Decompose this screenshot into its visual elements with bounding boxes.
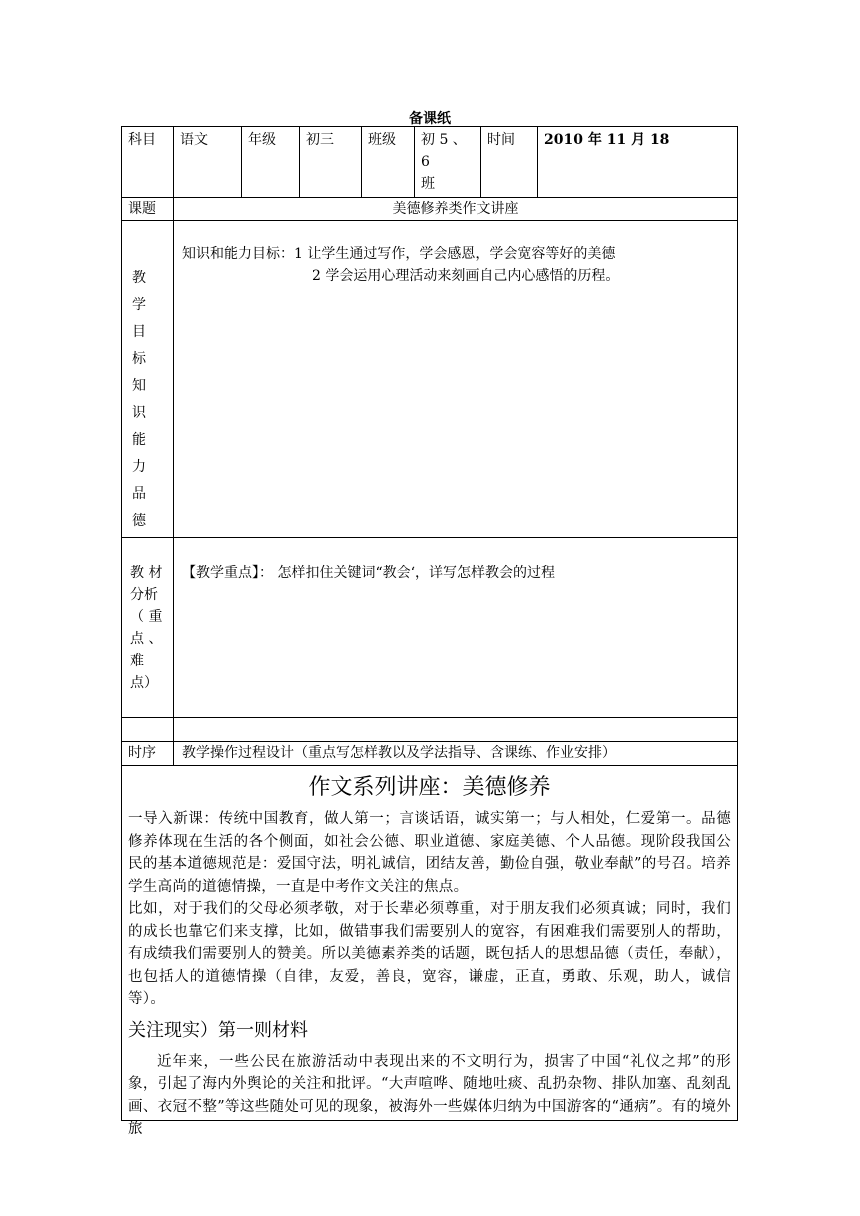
goals-line-1: 知识和能力目标：1 让学生通过写作，学会感恩，学会宽容等好的美德	[182, 246, 616, 262]
analysis-row	[122, 538, 738, 718]
blank-cell-left	[122, 718, 174, 742]
header-row	[122, 127, 738, 198]
material-paragraph: 近年来，一些公民在旅游活动中表现出来的不文明行为，损害了中国“礼仪之邦”的形象，引起了海内外舆论的关注和批评。“大声喧哗、随地吐痰、乱扔杂物、排队加塞、乱刻乱画、衣冠不整”等这些随处可见的现象，被海外一些媒体归纳为中国游客的“通病”。有的境外旅	[128, 1053, 731, 1137]
topic-label: 课题	[122, 198, 174, 221]
goals-row	[122, 221, 738, 538]
goals-label-char: 教	[132, 270, 146, 286]
goals-label-char: 标	[132, 351, 146, 367]
goals-label-char: 识	[132, 405, 146, 421]
topic-value: 美德修养类作文讲座	[174, 198, 738, 221]
goals-label-text	[132, 265, 146, 535]
process-row	[122, 742, 738, 766]
lesson-plan-table	[121, 126, 738, 1137]
analysis-content	[174, 538, 738, 718]
analysis-label-line: 点 、	[130, 631, 163, 647]
class-label: 班级	[362, 127, 415, 198]
goals-label	[122, 221, 174, 538]
subject-label: 科目	[122, 127, 174, 198]
document-title: 备课纸	[409, 111, 451, 127]
topic-row	[122, 198, 738, 221]
class-value	[415, 127, 481, 198]
class-value-line1: 初 5 、 6	[421, 132, 467, 170]
goals-label-char: 目	[132, 324, 146, 340]
analysis-label-text	[130, 562, 167, 694]
goals-label-char: 能	[132, 432, 146, 448]
grade-value: 初三	[300, 127, 362, 198]
goals-content	[174, 221, 738, 538]
content-cell	[122, 766, 738, 1137]
blank-cell-right	[174, 718, 738, 742]
analysis-label-line: 教 材	[130, 565, 163, 581]
content-title: 作文系列讲座：美德修养	[308, 775, 551, 800]
analysis-label	[122, 538, 174, 718]
goals-label-char: 德	[132, 513, 146, 529]
goals-label-char: 力	[132, 459, 146, 475]
analysis-label-line: 分析	[130, 587, 158, 603]
class-value-line2: 班	[421, 176, 435, 192]
time-value: 2010 年 11 月 18	[538, 127, 738, 198]
goals-line-2: 2 学会运用心理活动来刻画自己内心感悟的历程。	[312, 268, 620, 284]
blank-row	[122, 718, 738, 742]
analysis-label-line: （ 重	[130, 609, 163, 625]
process-label: 时序	[122, 742, 174, 766]
process-value: 教学操作过程设计（重点写怎样教以及学法指导、含课练、作业安排）	[174, 742, 738, 766]
analysis-label-line: 难	[130, 653, 144, 669]
key-point-text: 【教学重点】： 怎样扣住关键词“教会‘，详写怎样教会的过程	[182, 565, 556, 581]
goals-label-char: 知	[132, 378, 146, 394]
time-label: 时间	[481, 127, 538, 198]
intro-paragraph: 一导入新课：传统中国教育，做人第一；言谈话语，诚实第一；与人相处，仁爱第一。品德修养体现在生活的各个侧面，如社会公德、职业道德、家庭美德、个人品德。现阶段我国公民的基本道德规范是：爱国守法，明礼诚信，团结友善，勤俭自强，敬业奉献”的号召。培养学生高尚的道德情操，一直是中考作文关注的焦点。	[128, 811, 731, 895]
analysis-label-line: 点）	[130, 675, 158, 691]
grade-label: 年级	[242, 127, 300, 198]
section-heading: 关注现实）第一则材料	[128, 1019, 308, 1041]
subject-value: 语文	[174, 127, 242, 198]
goals-label-char: 品	[132, 486, 146, 502]
goals-label-char: 学	[132, 297, 146, 313]
content-row	[122, 766, 738, 1121]
example-paragraph: 比如，对于我们的父母必须孝敬，对于长辈必须尊重，对于朋友我们必须真诚；同时，我们的成长也靠它们来支撑，比如，做错事我们需要别人的宽容，有困难我们需要别人的帮助，有成绩我们需要别人的赞美。所以美德素养类的话题，既包括人的思想品德（责任，奉献），也包括人的道德情操（自律，友爱，善良，宽容，谦虚，正直，勇敢、乐观，助人，诚信等）。	[128, 901, 731, 1007]
